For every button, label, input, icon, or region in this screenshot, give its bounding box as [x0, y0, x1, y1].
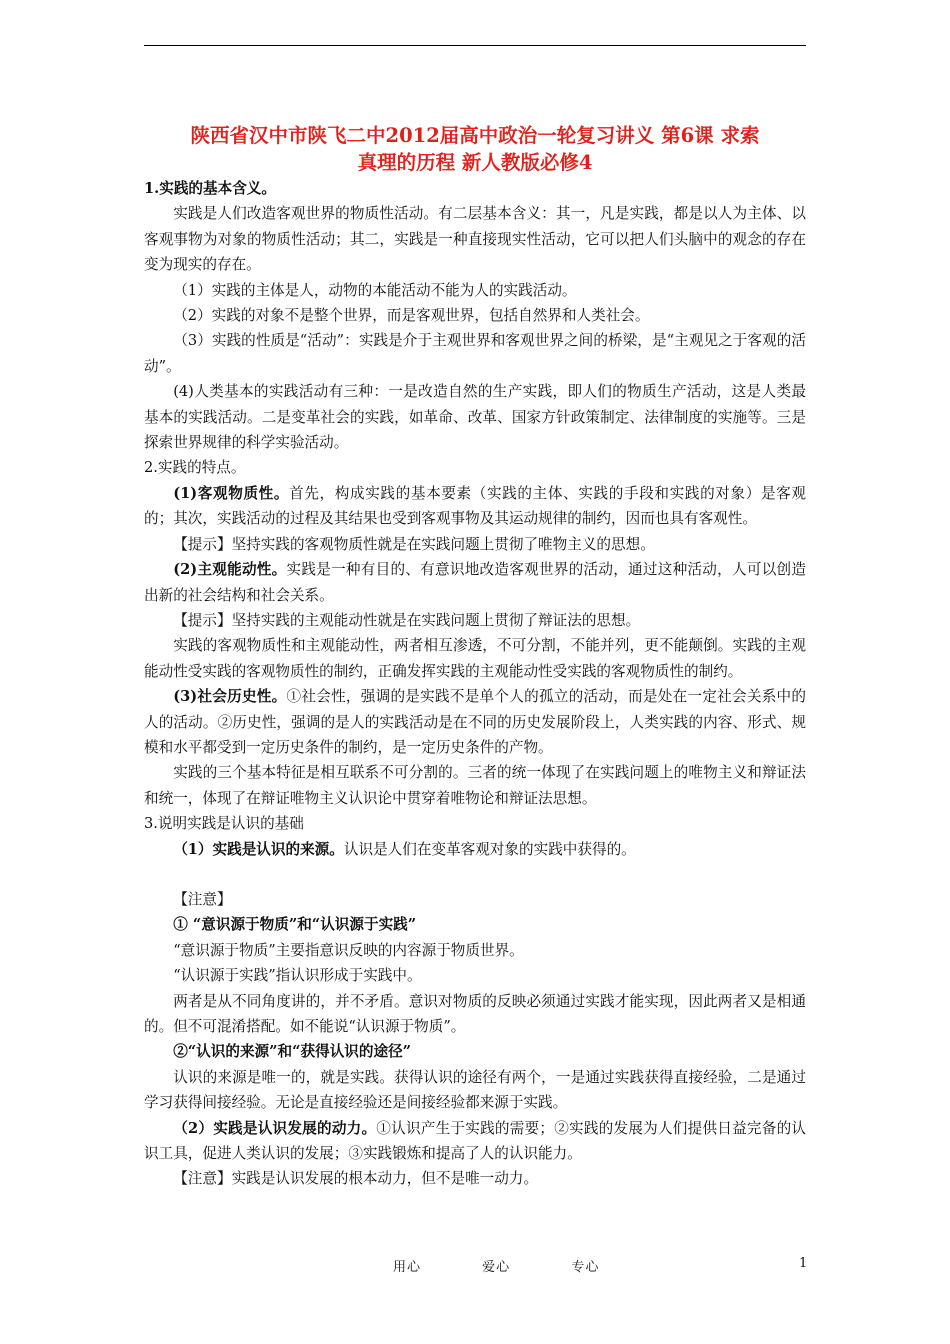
- title-line-1: 陕西省汉中市陕飞二中2012届高中政治一轮复习讲义 第6课 求索: [190, 124, 760, 147]
- footer-motto: [393, 1256, 629, 1275]
- document-body: [144, 176, 806, 1192]
- note-subheading: [144, 1039, 806, 1064]
- bold-lead: （1）实践是认识的来源。: [173, 840, 344, 858]
- motto-word: 爱心: [482, 1260, 511, 1275]
- paragraph: [144, 837, 806, 862]
- paragraph: 认识的来源是唯一的，就是实践。获得认识的途径有两个，一是通过实践获得直接经验，二是通过学习获得间接经验。无论是直接经验还是间接经验都来源于实践。: [144, 1068, 806, 1112]
- paragraph: (4)人类基本的实践活动有三种：一是改造自然的生产实践，即人们的物质生产活动，这是人类最基本的实践活动。二是变革社会的实践，如革命、改革、国家方针政策制定、法律制度的实施等。三是探索世界规律的科学实验活动。: [144, 383, 806, 452]
- section-heading-1: [144, 176, 806, 201]
- paragraph: [144, 1116, 806, 1167]
- paragraph: （2）实践的对象不是整个世界，而是客观世界，包括自然界和人类社会。: [173, 307, 650, 325]
- paragraph: [144, 684, 806, 760]
- note-subheading: [144, 912, 806, 937]
- document-title: [144, 122, 806, 176]
- paragraph: （1）实践的主体是人，动物的本能活动不能为人的实践活动。: [173, 281, 577, 299]
- bold-lead: (2)主观能动性。: [173, 561, 287, 579]
- title-line-2: 真理的历程 新人教版必修4: [357, 151, 593, 174]
- bold-lead: (3)社会历史性。: [173, 688, 287, 706]
- paragraph: [144, 481, 806, 532]
- paragraph-text: 首先，构成实践的基本要素（实践的主体、实践的手段和实践的对象）是客观的；其次，实践活动的过程及其结果也受到客观事物及其运动规律的制约，因而也具有客观性。: [144, 484, 806, 528]
- paragraph-text: 认识是人们在变革客观对象的实践中获得的。: [343, 840, 636, 858]
- paragraph: “认识源于实践”指认识形成于实践中。: [173, 967, 422, 985]
- bold-lead: （2）实践是认识发展的动力。: [173, 1119, 377, 1137]
- note-paragraph: 【注意】实践是认识发展的根本动力，但不是唯一动力。: [173, 1170, 539, 1188]
- motto-word: 专心: [571, 1260, 600, 1275]
- section-heading-2: 2.实践的特点。: [144, 459, 246, 477]
- paragraph: “意识源于物质”主要指意识反映的内容源于物质世界。: [173, 941, 524, 959]
- paragraph-text: ①社会性，强调的是实践不是单个人的孤立的活动，而是处在一定社会关系中的人的活动。②历史性，强调的是人的实践活动是在不同的历史发展阶段上，人类实践的内容、形式、规模和水平都受到一定历史条件的制约，是一定历史条件的产物。: [144, 688, 806, 756]
- tip-paragraph: 【提示】坚持实践的主观能动性就是在实践问题上贯彻了辩证法的思想。: [173, 611, 641, 629]
- page-number: 1: [799, 1256, 808, 1271]
- motto-word: 用心: [393, 1260, 422, 1275]
- paragraph-text: 实践是一种有目的、有意识地改造客观世界的活动，通过这种活动，人可以创造出新的社会结构和社会关系。: [144, 561, 806, 604]
- header-rule: [144, 45, 806, 46]
- note-label: 【注意】: [173, 890, 232, 908]
- bold-lead: (1)客观物质性。: [173, 484, 290, 502]
- section-heading-3: 3.说明实践是认识的基础: [144, 815, 304, 833]
- tip-paragraph: 【提示】坚持实践的客观物质性就是在实践问题上贯彻了唯物主义的思想。: [173, 535, 655, 553]
- blank-line: [144, 862, 806, 887]
- paragraph: 两者是从不同角度讲的，并不矛盾。意识对物质的反映必须通过实践才能实现，因此两者又是相通的。但不可混淆搭配。如不能说“认识源于物质”。: [144, 992, 806, 1035]
- paragraph-text: ①认识产生于实践的需要；②实践的发展为人们提供日益完备的认识工具，促进人类认识的发展；③实践锻炼和提高了人的认识能力。: [144, 1119, 806, 1163]
- paragraph: 实践的客观物质性和主观能动性，两者相互渗透，不可分割，不能并列，更不能颠倒。实践的主观能动性受实践的客观物质性的制约，正确发挥实践的主观能动性受实践的客观物质性的制约。: [144, 637, 806, 680]
- paragraph: [144, 557, 806, 608]
- bold-lead: ②“认识的来源”和“获得认识的途径”: [173, 1043, 412, 1061]
- heading-text: 1.实践的基本含义。: [144, 180, 276, 197]
- paragraph: 实践是人们改造客观世界的物质性活动。有二层基本含义：其一，凡是实践，都是以人为主体、以客观事物为对象的物质性活动；其二，实践是一种直接现实性活动，它可以把人们头脑中的观念的存在变为现实的存在。: [144, 205, 806, 274]
- bold-lead: ① “意识源于物质”和“认识源于实践”: [173, 916, 417, 934]
- paragraph: 实践的三个基本特征是相互联系不可分割的。三者的统一体现了在实践问题上的唯物主义和辩证法和统一，体现了在辩证唯物主义认识论中贯穿着唯物论和辩证法思想。: [144, 764, 806, 807]
- paragraph: （3）实践的性质是“活动”：实践是介于主观世界和客观世界之间的桥梁，是“主观见之于客观的活动”。: [144, 332, 806, 375]
